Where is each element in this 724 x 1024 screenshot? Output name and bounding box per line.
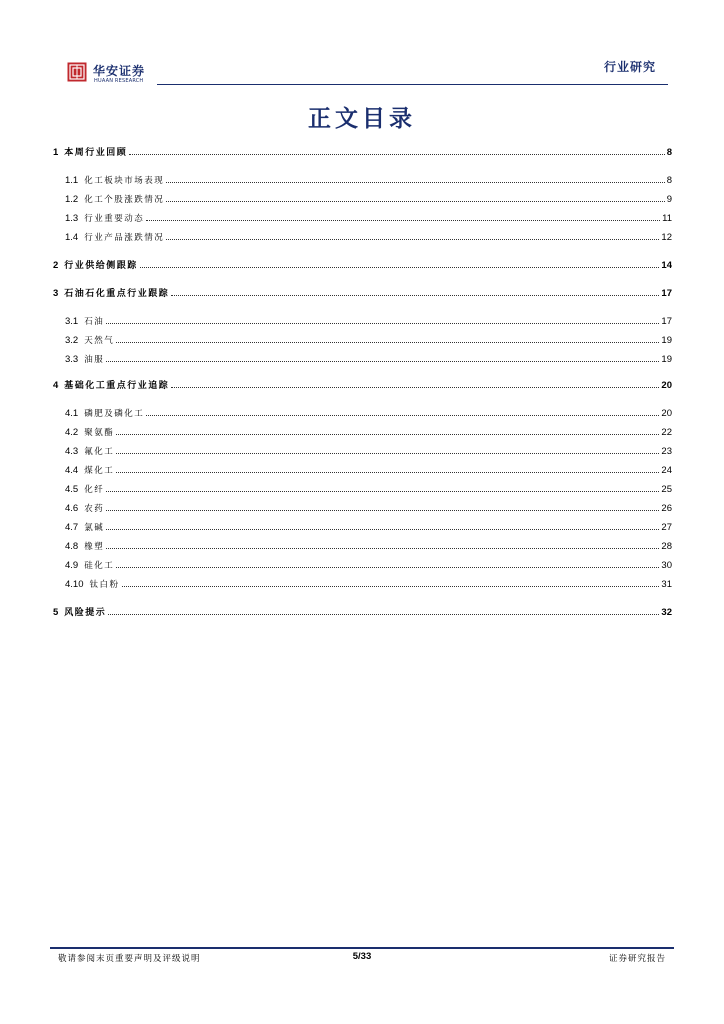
toc-entry-page: 14 — [661, 260, 672, 271]
toc-entry-page: 8 — [666, 175, 672, 186]
toc-entry-number: 4.3 — [65, 446, 79, 457]
toc-entry[interactable] — [53, 145, 672, 160]
toc-entry-number: 2 — [53, 260, 59, 271]
toc-entry-number: 3.1 — [65, 316, 79, 327]
toc-entry-title: 行业供给侧跟踪 — [64, 261, 138, 271]
toc-entry-title: 本周行业回顾 — [64, 148, 128, 158]
toc-entry-number: 4.5 — [65, 484, 79, 495]
toc-entry-page: 11 — [662, 213, 672, 224]
toc-dot-leader — [106, 529, 659, 530]
toc-entry-title: 风险提示 — [64, 608, 107, 618]
toc-entry-page: 20 — [661, 380, 672, 391]
toc-entry[interactable] — [53, 211, 672, 226]
toc-entry-title: 油服 — [84, 355, 105, 365]
toc-entry[interactable] — [53, 352, 672, 367]
toc-entry[interactable] — [53, 314, 672, 329]
header-section-title: 行业研究 — [603, 60, 656, 74]
toc-entry-number: 4.7 — [65, 522, 79, 533]
toc-title: 正文目录 — [308, 105, 416, 132]
toc-entry-page: 12 — [661, 232, 672, 243]
toc-dot-leader — [116, 567, 659, 568]
toc-entry[interactable] — [53, 192, 672, 207]
toc-entry[interactable] — [53, 286, 672, 301]
toc-entry-number: 1.1 — [65, 175, 79, 186]
toc-entry-title: 煤化工 — [84, 466, 115, 476]
toc-entry-page: 24 — [661, 465, 672, 476]
toc-dot-leader — [106, 491, 659, 492]
toc-entry-number: 4.4 — [65, 465, 79, 476]
toc-dot-leader — [166, 182, 664, 183]
toc-entry-number: 4.2 — [65, 427, 79, 438]
toc-entry[interactable] — [53, 425, 672, 440]
toc-dot-leader — [129, 154, 664, 155]
toc-entry-page: 25 — [661, 484, 672, 495]
toc-entry[interactable] — [53, 520, 672, 535]
toc-dot-leader — [116, 434, 659, 435]
toc-entry-title: 化纤 — [84, 485, 105, 495]
toc-entry[interactable] — [53, 173, 672, 188]
toc-dot-leader — [106, 510, 659, 511]
footer-doc-type: 证券研究报告 — [608, 954, 666, 964]
toc-entry[interactable] — [53, 378, 672, 393]
toc-entry-title: 硅化工 — [84, 561, 115, 571]
toc-entry-title: 聚氨酯 — [84, 428, 115, 438]
toc-dot-leader — [122, 586, 660, 587]
toc-entry-title: 天然气 — [84, 336, 115, 346]
header-divider — [157, 84, 668, 85]
toc-entry-number: 3.2 — [65, 335, 79, 346]
toc-entry[interactable] — [53, 539, 672, 554]
footer-page-number: 5/33 — [352, 951, 372, 962]
toc-entry-number: 3 — [53, 288, 59, 299]
toc-dot-leader — [116, 342, 659, 343]
toc-dot-leader — [166, 201, 664, 202]
huaan-logo — [67, 62, 167, 88]
toc-dot-leader — [146, 220, 660, 221]
toc-entry-page: 26 — [661, 503, 672, 514]
toc-entry[interactable] — [53, 333, 672, 348]
toc-entry-number: 1.3 — [65, 213, 79, 224]
toc-entry-page: 8 — [666, 147, 672, 158]
toc-entry-number: 3.3 — [65, 354, 79, 365]
toc-dot-leader — [140, 267, 660, 268]
toc-entry-number: 5 — [53, 607, 59, 618]
footer-disclaimer: 敬请参阅末页重要声明及评级说明 — [58, 954, 201, 964]
toc-entry-page: 20 — [661, 408, 672, 419]
toc-entry-title: 基础化工重点行业追踪 — [64, 381, 170, 391]
toc-dot-leader — [171, 295, 659, 296]
toc-dot-leader — [106, 323, 659, 324]
toc-entry-page: 19 — [661, 335, 672, 346]
toc-entry-page: 23 — [661, 446, 672, 457]
toc-entry-number: 4.1 — [65, 408, 79, 419]
toc-dot-leader — [146, 415, 659, 416]
toc-entry-page: 22 — [661, 427, 672, 438]
logo-chinese-name: 华安证券 — [93, 64, 146, 78]
toc-entry-title: 磷肥及磷化工 — [84, 409, 145, 419]
toc-entry[interactable] — [53, 577, 672, 592]
toc-entry-page: 17 — [661, 288, 672, 299]
toc-entry-number: 4.6 — [65, 503, 79, 514]
toc-entry-title: 行业产品涨跌情况 — [84, 233, 165, 243]
toc-entry-number: 4.10 — [65, 579, 84, 590]
logo-english-name: HUAAN RESEARCH — [94, 78, 144, 84]
toc-entry-page: 31 — [661, 579, 672, 590]
toc-entry[interactable] — [53, 501, 672, 516]
toc-dot-leader — [116, 472, 659, 473]
toc-entry-number: 1 — [53, 147, 59, 158]
toc-entry-title: 橡塑 — [84, 542, 105, 552]
toc-entry-title: 氯碱 — [84, 523, 105, 533]
toc-entry-page: 19 — [661, 354, 672, 365]
toc-dot-leader — [106, 548, 659, 549]
toc-entry-title: 化工板块市场表现 — [84, 176, 165, 186]
toc-entry-page: 32 — [661, 607, 672, 618]
toc-entry[interactable] — [53, 558, 672, 573]
toc-dot-leader — [171, 387, 659, 388]
toc-dot-leader — [106, 361, 659, 362]
toc-entry[interactable] — [53, 444, 672, 459]
toc-entry-title: 石油石化重点行业跟踪 — [64, 289, 170, 299]
toc-entry-title: 钛白粉 — [89, 580, 120, 590]
toc-entry-page: 17 — [661, 316, 672, 327]
toc-entry[interactable] — [53, 482, 672, 497]
footer-divider — [50, 947, 674, 949]
toc-entry[interactable] — [53, 406, 672, 421]
toc-entry-number: 1.4 — [65, 232, 79, 243]
toc-entry-number: 4.8 — [65, 541, 79, 552]
toc-entry-page: 30 — [661, 560, 672, 571]
toc-entry[interactable] — [53, 230, 672, 245]
toc-dot-leader — [116, 453, 659, 454]
toc-dot-leader — [108, 614, 659, 615]
toc-entry-title: 化工个股涨跌情况 — [84, 195, 165, 205]
toc-entry[interactable] — [53, 463, 672, 478]
toc-entry[interactable] — [53, 605, 672, 620]
toc-entry[interactable] — [53, 258, 672, 273]
toc-entry-number: 4.9 — [65, 560, 79, 571]
toc-entry-number: 1.2 — [65, 194, 79, 205]
toc-entry-page: 9 — [666, 194, 672, 205]
seal-icon — [67, 62, 87, 82]
page-header — [0, 0, 724, 90]
toc-entry-title: 石油 — [84, 317, 105, 327]
toc-entry-page: 28 — [661, 541, 672, 552]
toc-entry-title: 行业重要动态 — [84, 214, 145, 224]
toc-entry-title: 氟化工 — [84, 447, 115, 457]
toc-entry-page: 27 — [661, 522, 672, 533]
toc-dot-leader — [166, 239, 659, 240]
toc-entry-number: 4 — [53, 380, 59, 391]
toc-entry-title: 农药 — [84, 504, 105, 514]
